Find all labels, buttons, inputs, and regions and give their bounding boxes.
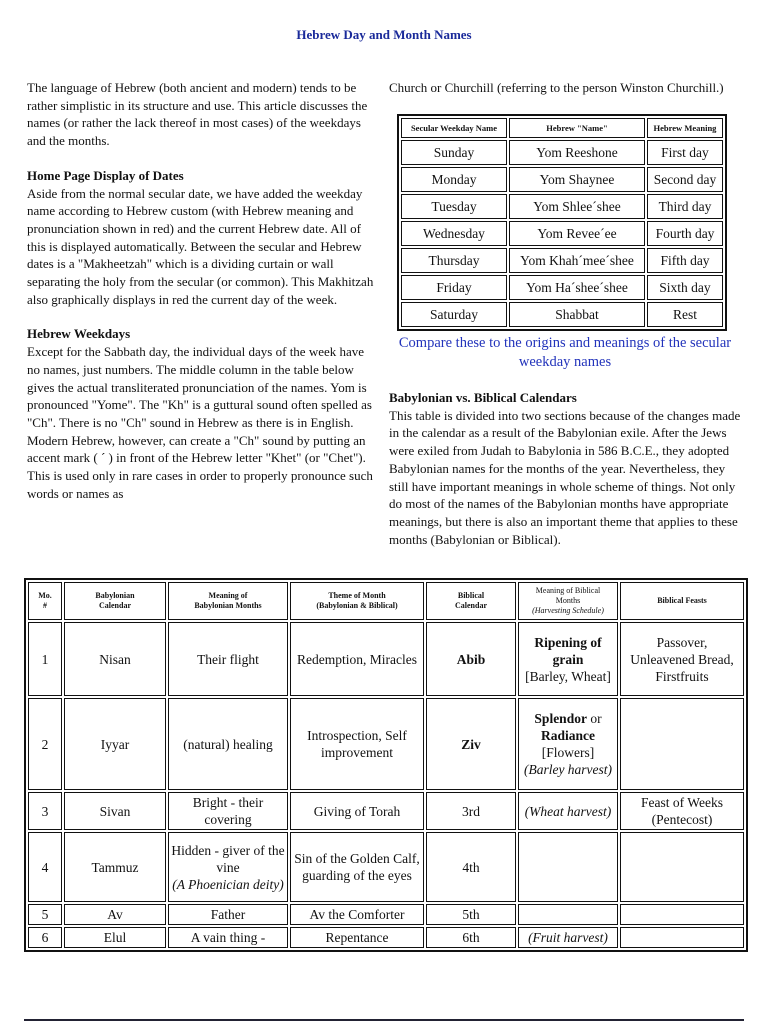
biblical-meaning-cell bbox=[518, 832, 618, 902]
month-row bbox=[28, 792, 744, 830]
month-header-babylonian: Babylonian Calendar bbox=[64, 582, 166, 620]
biblical-meaning-cell: Ripening of grain [Barley, Wheat] bbox=[518, 622, 618, 696]
churchill-text: Church or Churchill (referring to the person Winston Churchill.) bbox=[389, 80, 724, 95]
weekday-row bbox=[401, 221, 723, 246]
weekday-hebrew-cell: Yom Revee´ee bbox=[509, 221, 645, 246]
theme-cell: Repentance bbox=[290, 927, 424, 948]
right-column bbox=[389, 79, 741, 97]
weekday-header-meaning: Hebrew Meaning bbox=[647, 118, 723, 138]
biblical-name-cell: 6th bbox=[426, 927, 516, 948]
biblical-name-cell: 5th bbox=[426, 904, 516, 925]
weekday-hebrew-cell: Yom Reeshone bbox=[509, 140, 645, 165]
month-number-cell: 4 bbox=[28, 832, 62, 902]
weekday-secular-cell: Wednesday bbox=[401, 221, 507, 246]
weekday-meaning-cell: Fourth day bbox=[647, 221, 723, 246]
month-number-cell: 3 bbox=[28, 792, 62, 830]
babylonian-meaning-cell: Bright - their covering bbox=[168, 792, 288, 830]
left-column bbox=[27, 79, 379, 502]
weekday-hebrew-cell: Yom Shaynee bbox=[509, 167, 645, 192]
intro-paragraph: The language of Hebrew (both ancient and modern) tends to be rather simplistic in its structure and use. This article discusses the names (or rather the lack thereof in most cases) of the weekdays and the months. bbox=[27, 80, 368, 149]
month-header-feasts: Biblical Feasts bbox=[620, 582, 744, 620]
page-divider bbox=[24, 1019, 744, 1021]
babylonian-meaning-cell: Their flight bbox=[168, 622, 288, 696]
weekday-meaning-cell: Second day bbox=[647, 167, 723, 192]
weekdays-heading: Hebrew Weekdays bbox=[27, 326, 131, 342]
weekday-meaning-cell: Rest bbox=[647, 302, 723, 327]
babylonian-meaning-cell: A vain thing - bbox=[168, 927, 288, 948]
month-header-no: Mo. # bbox=[28, 582, 62, 620]
biblical-name-cell: 4th bbox=[426, 832, 516, 902]
month-table bbox=[24, 578, 748, 952]
biblical-name-cell: 3rd bbox=[426, 792, 516, 830]
babylonian-name-cell: Nisan bbox=[64, 622, 166, 696]
weekday-table-wrap bbox=[397, 114, 727, 331]
month-header-biblical-meaning: Meaning of Biblical Months (Harvesting Schedule) bbox=[518, 582, 618, 620]
calendars-section bbox=[389, 389, 741, 548]
weekday-meaning-cell: Sixth day bbox=[647, 275, 723, 300]
weekday-secular-cell: Sunday bbox=[401, 140, 507, 165]
biblical-name-cell: Ziv bbox=[426, 698, 516, 790]
feast-cell bbox=[620, 927, 744, 948]
month-row bbox=[28, 622, 744, 696]
biblical-meaning-cell: (Wheat harvest) bbox=[518, 792, 618, 830]
biblical-name-cell: Abib bbox=[426, 622, 516, 696]
weekday-row bbox=[401, 275, 723, 300]
babylonian-name-cell: Elul bbox=[64, 927, 166, 948]
theme-cell: Sin of the Golden Calf, guarding of the eyes bbox=[290, 832, 424, 902]
calendars-heading: Babylonian vs. Biblical Calendars bbox=[389, 390, 577, 405]
weekday-row bbox=[401, 167, 723, 192]
weekday-secular-cell: Friday bbox=[401, 275, 507, 300]
page-title: Hebrew Day and Month Names bbox=[296, 27, 472, 42]
home-heading: Home Page Display of Dates bbox=[27, 167, 184, 183]
month-number-cell: 2 bbox=[28, 698, 62, 790]
theme-cell: Av the Comforter bbox=[290, 904, 424, 925]
weekday-row bbox=[401, 194, 723, 219]
month-table-wrap bbox=[24, 578, 748, 952]
month-header-meaning: Meaning of Babylonian Months bbox=[168, 582, 288, 620]
weekday-secular-cell: Monday bbox=[401, 167, 507, 192]
weekday-row bbox=[401, 248, 723, 273]
month-header-biblical: Biblical Calendar bbox=[426, 582, 516, 620]
weekday-row bbox=[401, 140, 723, 165]
feast-cell bbox=[620, 698, 744, 790]
month-row bbox=[28, 927, 744, 948]
weekday-hebrew-cell: Shabbat bbox=[509, 302, 645, 327]
month-row bbox=[28, 904, 744, 925]
month-header-theme: Theme of Month (Babylonian & Biblical) bbox=[290, 582, 424, 620]
month-row bbox=[28, 832, 744, 902]
biblical-meaning-cell: (Fruit harvest) bbox=[518, 927, 618, 948]
weekday-meaning-cell: Fifth day bbox=[647, 248, 723, 273]
weekday-secular-cell: Saturday bbox=[401, 302, 507, 327]
weekday-row bbox=[401, 302, 723, 327]
babylonian-name-cell: Iyyar bbox=[64, 698, 166, 790]
babylonian-name-cell: Av bbox=[64, 904, 166, 925]
weekday-meaning-cell: First day bbox=[647, 140, 723, 165]
weekday-meaning-cell: Third day bbox=[647, 194, 723, 219]
weekdays-paragraph: Except for the Sabbath day, the individual days of the week have no names, just numbers. The middle column in the table below gives the actual transliterated pronunciation of the names. Yom is pronounced "Yome". The "Kh" is a guttural sound often spelled as "Ch". There is no "Ch" sound in Hebrew as there is in English. Modern Hebrew, however, can create a "Ch" sound by putting an accent mark ( ´ ) in front of the Hebrew letter "Khet" (or "Chet"). This is used only in rare cases in order to properly pronounce such words or names as bbox=[27, 344, 373, 501]
feast-cell: Feast of Weeks (Pentecost) bbox=[620, 792, 744, 830]
babylonian-meaning-cell: (natural) healing bbox=[168, 698, 288, 790]
weekday-table bbox=[397, 114, 727, 331]
feast-cell: Passover, Unleavened Bread, Firstfruits bbox=[620, 622, 744, 696]
calendars-paragraph: This table is divided into two sections because of the changes made in the calendar as a result of the Babylonian exile. After the Jews were exiled from Judah to Babylonia in 586 B.C.E., they adopted Babylonian names for the months of the year. Nevertheless, they still have important meanings in whole scheme of things. Not only do most of the names of the Babylonian months have appropriate meanings, but there is also an important theme that applies to these months (Babylonian or Biblical). bbox=[389, 407, 741, 547]
babylonian-meaning-cell: Hidden - giver of the vine (A Phoenician deity) bbox=[168, 832, 288, 902]
month-row bbox=[28, 698, 744, 790]
biblical-meaning-cell: Splendor or Radiance [Flowers] (Barley harvest) bbox=[518, 698, 618, 790]
feast-cell bbox=[620, 904, 744, 925]
month-number-cell: 5 bbox=[28, 904, 62, 925]
theme-cell: Redemption, Miracles bbox=[290, 622, 424, 696]
weekday-header-hebrew: Hebrew "Name" bbox=[509, 118, 645, 138]
babylonian-meaning-cell: Father bbox=[168, 904, 288, 925]
weekday-hebrew-cell: Yom Khah´mee´shee bbox=[509, 248, 645, 273]
feast-cell bbox=[620, 832, 744, 902]
home-paragraph: Aside from the normal secular date, we have added the weekday name according to Hebrew custom (with Hebrew meaning and pronunciation shown in red) and the current Hebrew date. All of this is displayed automatically. Between the secular and Hebrew dates is a "Makheetzah" which is a dividing curtain or wall separating the holy from the secular (or common). This Makhitzah also graphically displays in red the current day of the week. bbox=[27, 185, 374, 307]
weekday-hebrew-cell: Yom Ha´shee´shee bbox=[509, 275, 645, 300]
theme-cell: Giving of Torah bbox=[290, 792, 424, 830]
weekday-header-secular: Secular Weekday Name bbox=[401, 118, 507, 138]
babylonian-name-cell: Sivan bbox=[64, 792, 166, 830]
month-number-cell: 6 bbox=[28, 927, 62, 948]
biblical-meaning-cell bbox=[518, 904, 618, 925]
compare-weekday-link[interactable]: Compare these to the origins and meanings of the secular weekday names bbox=[398, 335, 732, 370]
theme-cell: Introspection, Self improvement bbox=[290, 698, 424, 790]
weekday-secular-cell: Thursday bbox=[401, 248, 507, 273]
weekday-secular-cell: Tuesday bbox=[401, 194, 507, 219]
weekday-hebrew-cell: Yom Shlee´shee bbox=[509, 194, 645, 219]
babylonian-name-cell: Tammuz bbox=[64, 832, 166, 902]
month-number-cell: 1 bbox=[28, 622, 62, 696]
